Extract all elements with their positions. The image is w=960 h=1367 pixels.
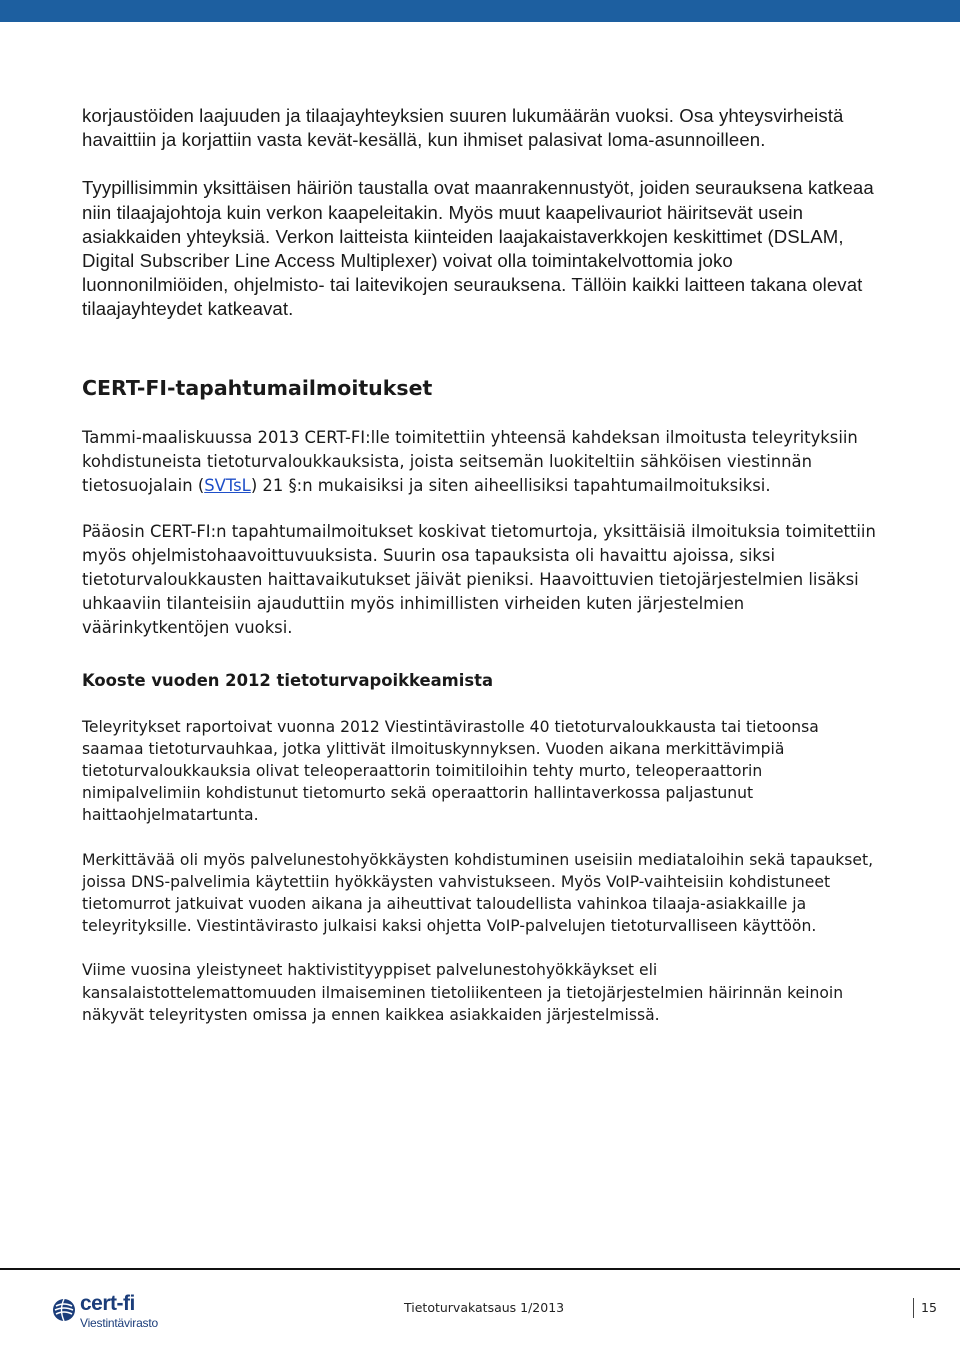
logo-subtext: Viestintävirasto bbox=[80, 1316, 158, 1330]
cert-fi-logo bbox=[52, 1294, 192, 1334]
section-heading-summary: Kooste vuoden 2012 tietoturvapoikkeamista bbox=[82, 670, 494, 690]
logo-text: cert-fi bbox=[80, 1292, 135, 1315]
paragraph: Pääosin CERT-FI:n tapahtumailmoitukset koskivat tietomurtoja, yksittäisiä ilmoituksia toimitettiin myös ohjelmistohaavoittuvuuksista. Suurin osa tapauksista oli havaittu ajoissa, siksi tietoturvaloukkausten haittavaikutukset jäivät pieniksi. Haavoittuvien tietojärjestelmien lisäksi uhkaaviin tilanteisiin ajauduttiin myös inhimillisten virheiden kuten järjestelmien väärinkytkentöjen vuoksi. bbox=[82, 521, 876, 637]
footer-divider bbox=[0, 1268, 960, 1270]
page-number: 15 bbox=[921, 1300, 937, 1315]
paragraph-part: Verkon laitteista kiinteiden laajakaistaverkkojen keskittimet (DSLAM, Digital Subscriber Line Access Multiplexer) voivat olla toimintakelvottomia joko luonnonilmiöiden, ohjelmisto- tai laitevikojen seurauksena. Tällöin kaikki laitteen takana olevat tilaajayhteydet katkeavat. bbox=[82, 225, 863, 320]
paragraph bbox=[82, 426, 882, 498]
publication-title: Tietoturvakatsaus 1/2013 bbox=[404, 1300, 565, 1315]
svtsl-link[interactable]: SVTsL bbox=[204, 475, 251, 495]
document-body bbox=[82, 104, 882, 1026]
paragraph-part: Tyypillisimmin yksittäisen häiriön taustalla ovat maanrakennustyöt, joiden seurauksena katkeaa niin tilaajajohtoja kuin verkon kaapeleitakin. Myös muut kaapelivauriot häiritsevät usein asiakkaiden yhteyksiä. bbox=[82, 177, 874, 247]
paragraph bbox=[82, 176, 882, 321]
cert-fi-globe-logo-icon bbox=[52, 1296, 76, 1324]
page-footer bbox=[0, 1268, 960, 1367]
section-heading-cert: CERT-FI-tapahtumailmoitukset bbox=[82, 375, 433, 400]
paragraph: Merkittävää oli myös palvelunestohyökkäysten kohdistuminen useisiin mediataloihin sekä tapaukset, joissa DNS-palvelimia käytettiin hyökkäysten vahvistukseen. Myös VoIP-vaihteisiin kohdistuneet tietomurrot jatkuivat vuoden aikana ja aiheuttivat taloudellista vahinkoa tilaaja-asiakkaille ja teleyrityksille. Viestintävirasto julkaisi kaksi ohjetta VoIP-palvelujen tietoturvalliseen käyttöön. bbox=[82, 850, 874, 936]
paragraph: korjaustöiden laajuuden ja tilaajayhteyksien suuren lukumäärän vuoksi. Osa yhteysvirheistä havaittiin ja korjattiin vasta kevät-kesällä, kun ihmiset palasivat loma-asunnoilleen. bbox=[82, 105, 844, 151]
page-number-divider bbox=[913, 1298, 914, 1318]
paragraph: Viime vuosina yleistyneet haktivistityyppiset palvelunestohyökkäykset eli kansalaistottelemattomuuden ilmaiseminen tietoliikenteen ja tietojärjestelmien häirinnän keinoin näkyvät teleyritysten omissa ja ennen kaikkea asiakkaiden järjestelmissä. bbox=[82, 961, 844, 1024]
paragraph: Teleyritykset raportoivat vuonna 2012 Viestintävirastolle 40 tietoturvaloukkausta tai tietoonsa saamaa tietoturvauhkaa, jotka ylittivät ilmoituskynnyksen. Vuoden aikana merkittävimpiä tietoturvaloukkauksia olivat teleoperaattorin toimitiloihin tehty murto, teleoperaattorin nimipalvelimiin kohdistunut tietomurto sekä operaattorin hallintaverkossa paljastunut haittaohjelmatartunta. bbox=[82, 717, 819, 825]
paragraph-part: Tammi-maaliskuussa 2013 CERT-FI:lle toimitettiin yhteensä kahdeksan ilmoitusta teleyrityksiin kohdistuneista tietoturvaloukkauksista, joista seitsemän luokiteltiin sähköisen viestinnän tietosuojalain ( bbox=[82, 427, 858, 495]
header-band bbox=[0, 0, 960, 22]
paragraph-part: ) 21 §:n mukaisiksi ja siten aiheellisiksi tapahtumailmoituksiksi. bbox=[250, 475, 771, 495]
